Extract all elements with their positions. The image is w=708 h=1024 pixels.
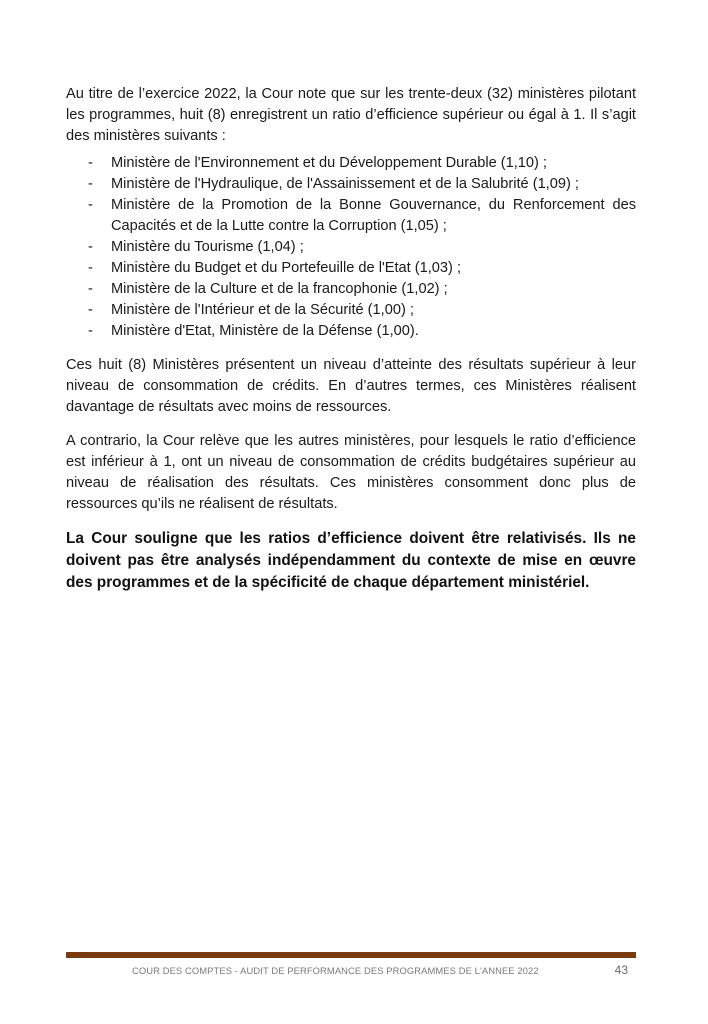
list-item-text: Ministère du Tourisme (1,04) ; bbox=[111, 239, 304, 255]
list-item bbox=[66, 279, 636, 300]
bullet-dash: - bbox=[88, 197, 93, 213]
conclusion-paragraph: La Cour souligne que les ratios d’efficience doivent être relativisés. Ils ne doivent pas être analysés indépendamment du contexte de mise en œuvre des programmes et de la spécificité de chaque département ministériel. bbox=[66, 530, 636, 591]
bullet-dash: - bbox=[88, 239, 93, 255]
list-item bbox=[66, 174, 636, 195]
bullet-dash: - bbox=[88, 260, 93, 276]
list-item-text: Ministère d'Etat, Ministère de la Défense (1,00). bbox=[111, 323, 419, 339]
list-item bbox=[66, 153, 636, 174]
list-item bbox=[66, 258, 636, 279]
list-item-text: Ministère de l'Hydraulique, de l'Assainissement et de la Salubrité (1,09) ; bbox=[111, 176, 579, 192]
bullet-dash: - bbox=[88, 155, 93, 171]
list-item-text: Ministère de l'Intérieur et de la Sécurité (1,00) ; bbox=[111, 302, 414, 318]
list-item bbox=[66, 300, 636, 321]
bullet-dash: - bbox=[88, 302, 93, 318]
list-item bbox=[66, 195, 636, 237]
ministries-list bbox=[66, 153, 636, 342]
list-item-text: Ministère de l'Environnement et du Développement Durable (1,10) ; bbox=[111, 155, 547, 171]
list-item-text: Ministère de la Culture et de la francophonie (1,02) ; bbox=[111, 281, 448, 297]
contrario-paragraph: A contrario, la Cour relève que les autres ministères, pour lesquels le ratio d’efficience est inférieur à 1, ont un niveau de consommation de crédits budgétaires supérieur au niveau de réalisation des résultats. Ces ministères consomment donc plus de ressources qu’ils ne réalisent de résultats. bbox=[66, 433, 636, 512]
list-item bbox=[66, 321, 636, 342]
bullet-dash: - bbox=[88, 323, 93, 339]
list-item bbox=[66, 237, 636, 258]
intro-paragraph: Au titre de l’exercice 2022, la Cour note que sur les trente-deux (32) ministères pilotant les programmes, huit (8) enregistrent un ratio d’efficience supérieur ou égal à 1. Il s’agit des ministères suivants : bbox=[66, 86, 636, 144]
page-body bbox=[66, 84, 636, 594]
list-item-text: Ministère du Budget et du Portefeuille de l'Etat (1,03) ; bbox=[111, 260, 461, 276]
list-item-text: Ministère de la Promotion de la Bonne Gouvernance, du Renforcement des Capacités et de la Lutte contre la Corruption (1,05) ; bbox=[111, 197, 636, 234]
bullet-dash: - bbox=[88, 281, 93, 297]
bullet-dash: - bbox=[88, 176, 93, 192]
results-paragraph: Ces huit (8) Ministères présentent un niveau d’atteinte des résultats supérieur à leur niveau de consommation de crédits. En d’autres termes, ces Ministères réalisent davantage de résultats avec moins de ressources. bbox=[66, 357, 636, 415]
footer-rule bbox=[66, 952, 636, 958]
page-number: 43 bbox=[614, 963, 628, 977]
footer-text: COUR DES COMPTES - AUDIT DE PERFORMANCE DES PROGRAMMES DE L'ANNEE 2022 bbox=[132, 965, 539, 976]
